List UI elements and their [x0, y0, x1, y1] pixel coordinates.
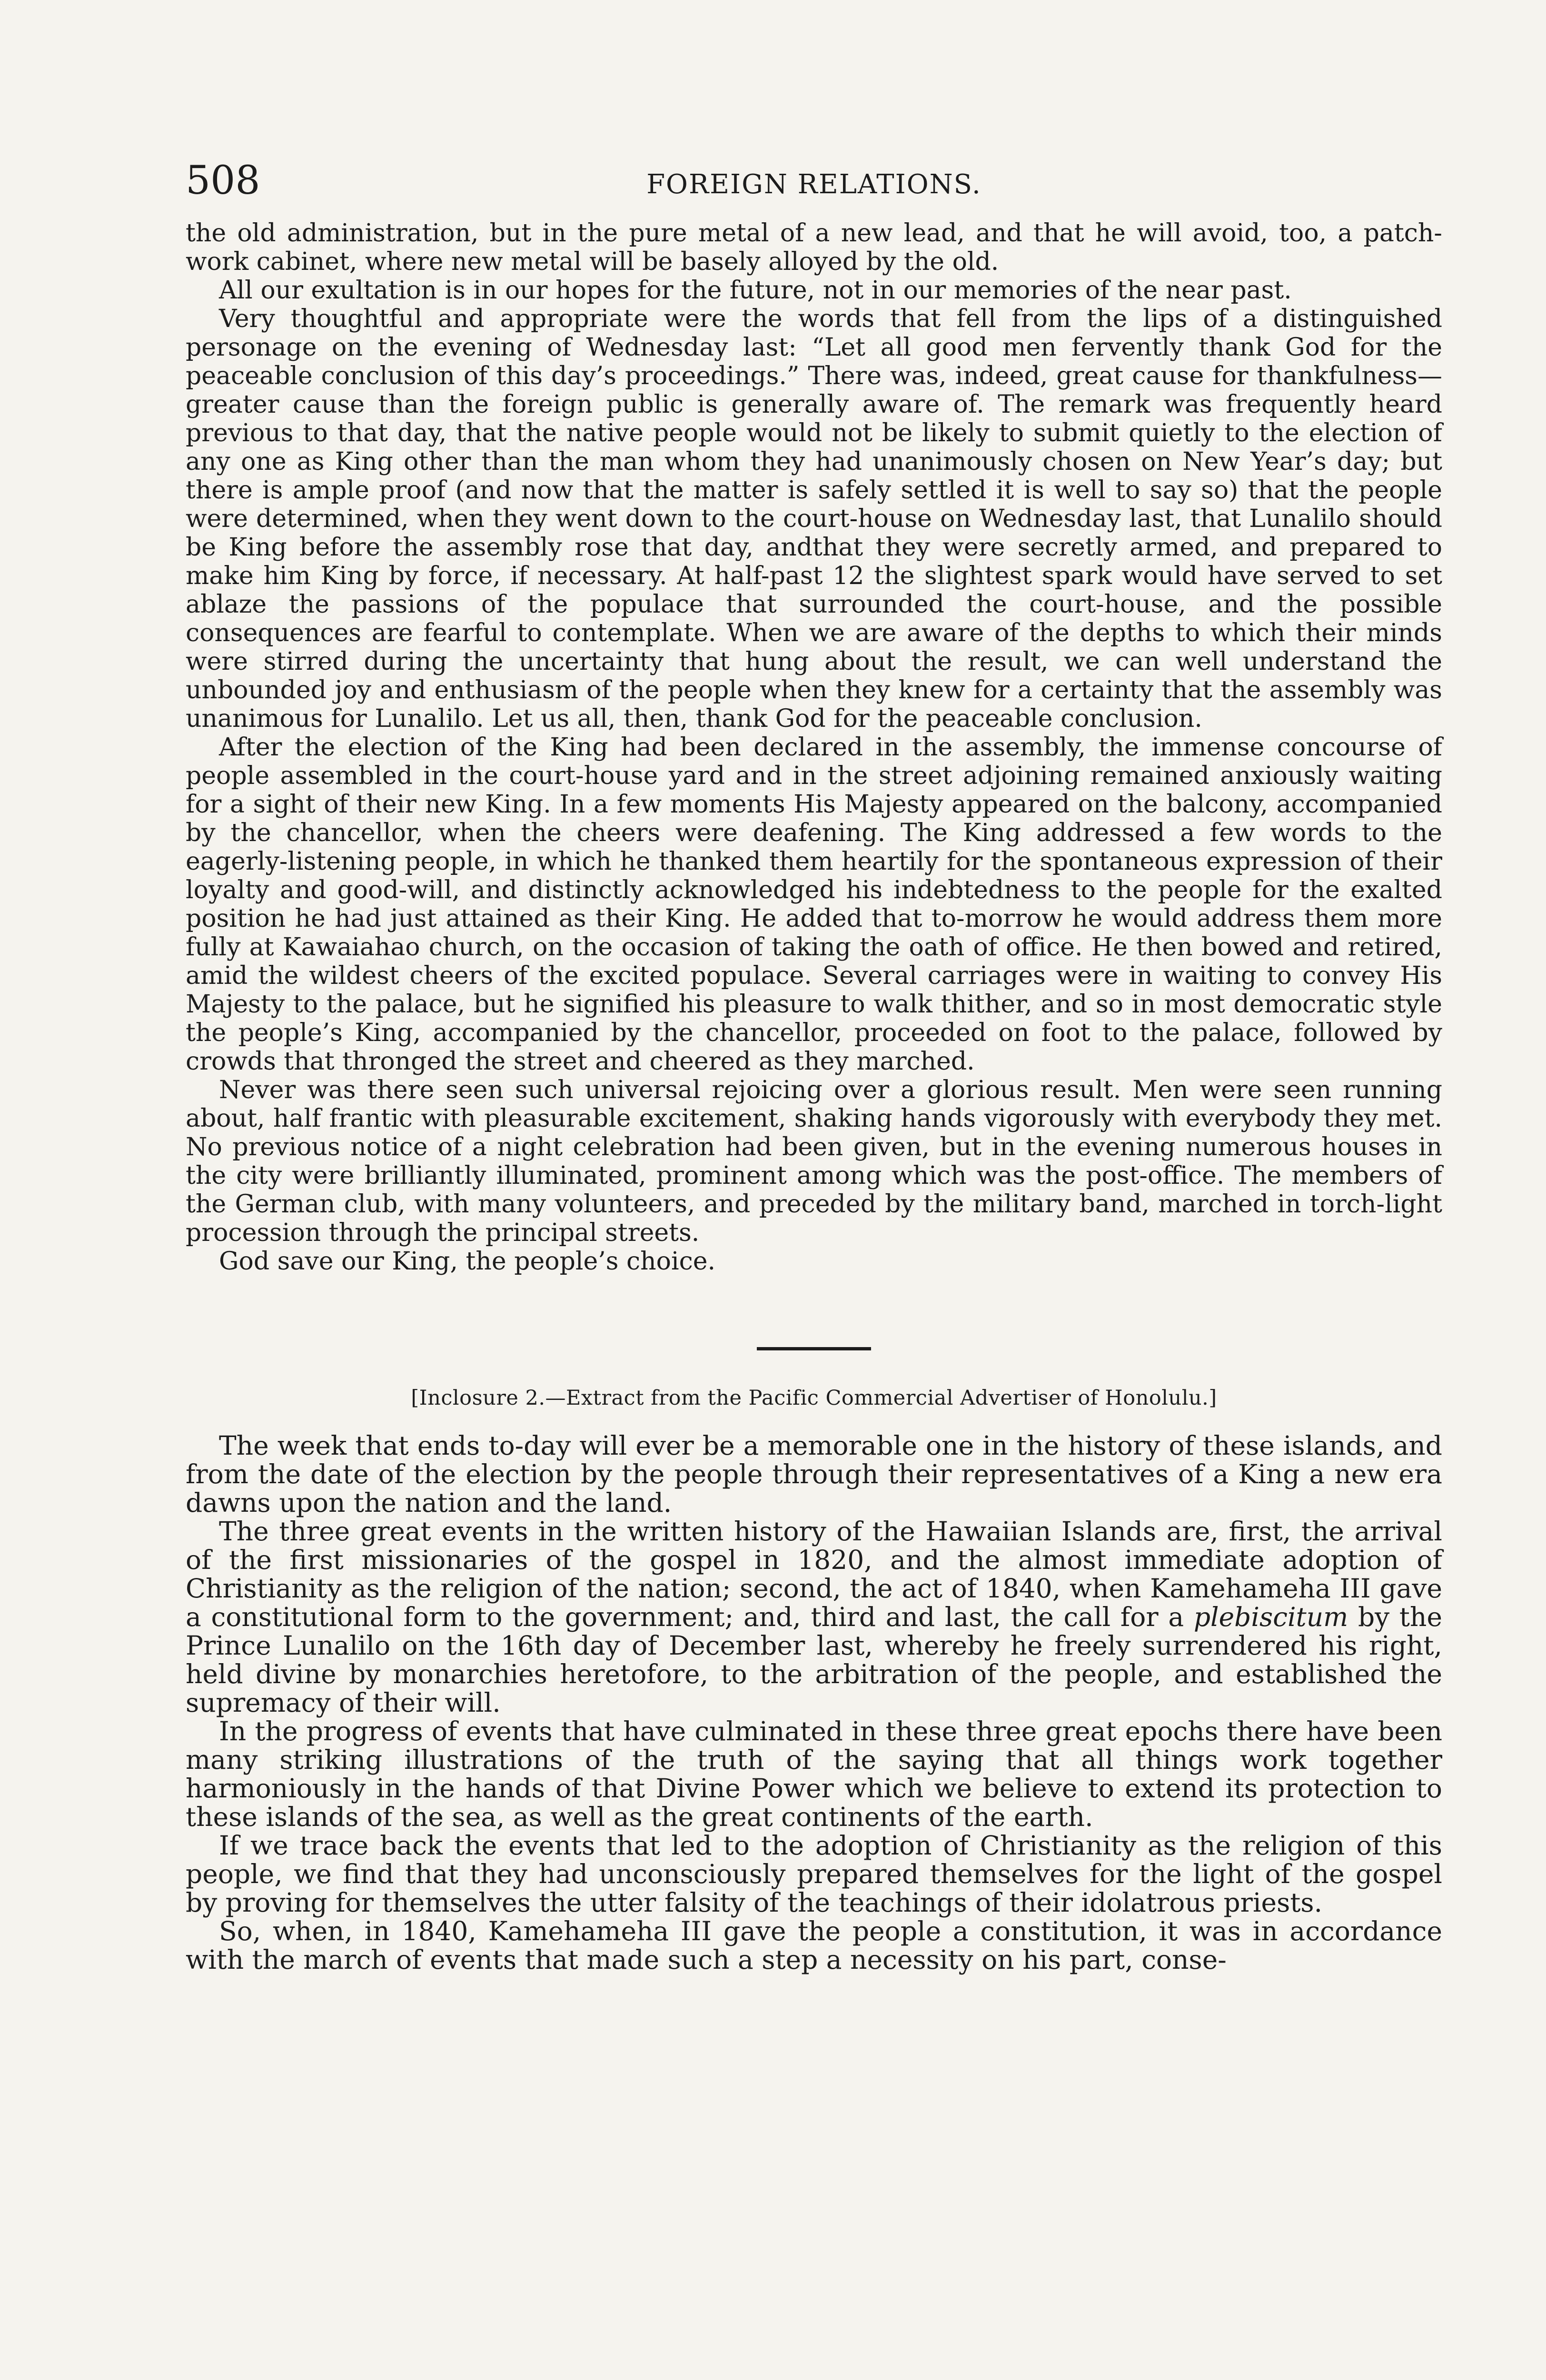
paragraph: In the progress of events that have culminated in these three great epochs there have been many striking illustrations of the truth of the saying that all things work together harmoniously in the hands of that Divine Power which we believe to extend its protection to these islands of the sea, as well as the great continents of the earth.	[186, 1716, 1442, 1832]
paragraph: the old administration, but in the pure metal of a new lead, and that he will avoid, too, a patch-work cabinet, where new metal will be basely alloyed by the old.	[186, 219, 1442, 276]
paragraph: After the election of the King had been declared in the assembly, the immense concourse of people assembled in the court-house yard and in the street adjoining remained anxiously waiting for a sight of their new King. In a few moments His Majesty appeared on the balcony, accompanied by the chancellor, when the cheers were deafening. The King addressed a few words to the eagerly-listening people, in which he thanked them heartily for the spontaneous expression of their loyalty and good-will, and distinctly acknowledged his indebtedness to the people for the exalted position he had just attained as their King. He added that to-morrow he would address them more fully at Kawaiahao church, on the occasion of taking the oath of office. He then bowed and retired, amid the wildest cheers of the excited populace. Several carriages were in waiting to convey His Majesty to the palace, but he signified his pleasure to walk thither, and so in most democratic style the people’s King, accompanied by the chancellor, proceeded on foot to the palace, followed by crowds that thronged the street and cheered as they marched.	[186, 733, 1442, 1076]
inclosure-label: [Inclosure 2.—Extract from the Pacific Commercial Advertiser of Honolulu.]	[411, 1386, 1217, 1410]
paragraph: All our exultation is in our hopes for the future, not in our memories of the near past.	[219, 276, 1292, 305]
article-body-section-2	[186, 1431, 1442, 1974]
italic-term: plebiscitum	[1193, 1602, 1348, 1632]
paragraph	[186, 1517, 1442, 1717]
document-page	[186, 157, 1442, 1974]
paragraph: The week that ends to-day will ever be a memorable one in the history of these islands, and from the date of the election by the people through their representatives of a King a new era dawns upon the nation and the land.	[186, 1430, 1442, 1518]
paragraph-text: by the Prince Lunalilo on the 16th day of December last, whereby he freely surrendered his right, held divine by monarchies heretofore, to the arbitration of the people, and established the supremacy of their will.	[186, 1602, 1442, 1718]
paragraph: God save our King, the people’s choice.	[219, 1247, 715, 1276]
running-head: FOREIGN RELATIONS.	[646, 169, 981, 200]
page-number: 508	[186, 158, 260, 203]
inclosure-heading	[186, 1384, 1442, 1412]
paragraph: So, when, in 1840, Kamehameha III gave the people a constitution, it was in accordance with the march of events that made such a step a necessity on his part, conse-	[186, 1916, 1442, 1975]
paragraph: Never was there seen such universal rejoicing over a glorious result. Men were seen running about, half frantic with pleasurable excitement, shaking hands vigorously with everybody they met. No previous notice of a night celebration had been given, but in the evening numerous houses in the city were brilliantly illuminated, prominent among which was the post-office. The members of the German club, with many volunteers, and preceded by the military band, marched in torch-light procession through the principal streets.	[186, 1076, 1442, 1247]
article-body-section-1	[186, 219, 1442, 1276]
paragraph: If we trace back the events that led to the adoption of Christianity as the religion of this people, we find that they had unconsciously prepared themselves for the light of the gospel by proving for themselves the utter falsity of the teachings of their idolatrous priests.	[186, 1830, 1442, 1918]
paragraph: Very thoughtful and appropriate were the words that fell from the lips of a distinguished personage on the evening of Wednesday last: “Let all good men fervently thank God for the peaceable conclusion of this day’s proceedings.” There was, indeed, great cause for thankfulness—greater cause than the foreign public is generally aware of. The remark was frequently heard previous to that day, that the native people would not be likely to submit quietly to the election of any one as King other than the man whom they had unanimously chosen on New Year’s day; but there is ample proof (and now that the matter is safely settled it is well to say so) that the people were determined, when they went down to the court-house on Wednesday last, that Lunalilo should be King before the assembly rose that day, andthat they were secretly armed, and prepared to make him King by force, if necessary. At half-past 12 the slightest spark would have served to set ablaze the passions of the populace that surrounded the court-house, and the possible consequences are fearful to contemplate. When we are aware of the depths to which their minds were stirred during the uncertainty that hung about the result, we can well understand the unbounded joy and enthusiasm of the people when they knew for a certainty that the assembly was unanimous for Lunalilo. Let us all, then, thank God for the peaceable conclusion.	[186, 305, 1442, 733]
section-divider-rule	[757, 1347, 871, 1350]
page-header	[186, 157, 1442, 219]
paragraph-text: The three great events in the written history of the Hawaiian Islands are, first, the arrival of the first missionaries of the gospel in 1820, and the almost immediate adoption of Christianity as the religion of the nation; second, the act of 1840, when Kamehameha III gave a constitutional form to the government; and, third and last, the call for a	[186, 1516, 1442, 1632]
